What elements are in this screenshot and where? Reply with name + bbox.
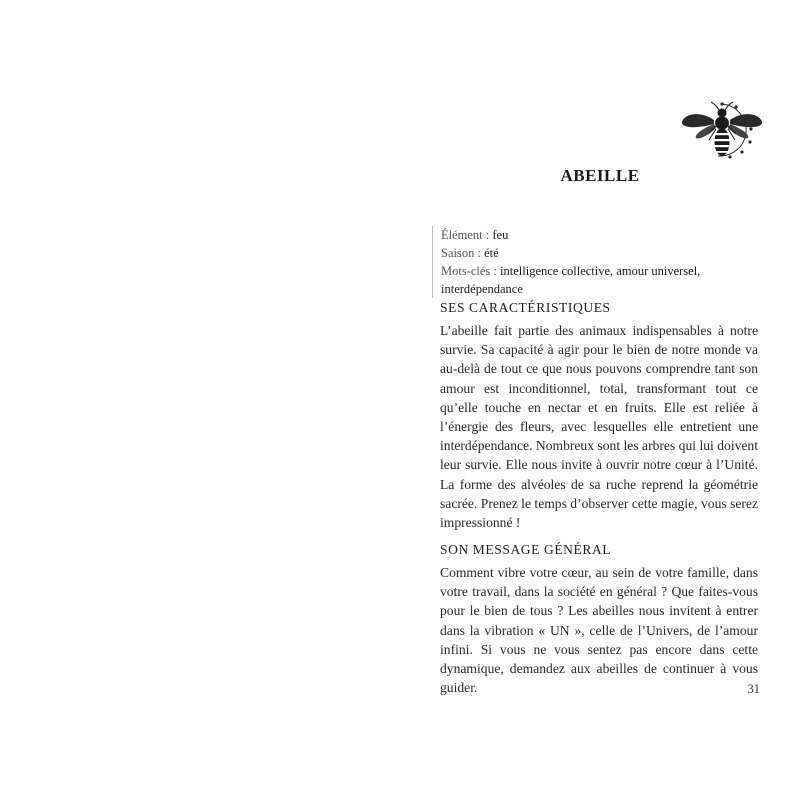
section-text-message: Comment vibre votre cœur, au sein de votre famille, dans votre travail, dans la société en général ? Que faites-vous pour le bien de tous ? Les abeilles nous invitent à entrer dans la vibration « UN », celle de l’Univers, de l’amour infini. Si vous ne vous sentez pas encore dans cette dynamique, demandez aux abeilles de continuer à vous guider. (440, 565, 758, 696)
section-heading-message: SON MESSAGE GÉNÉRAL (440, 542, 612, 557)
meta-keywords (441, 262, 776, 298)
meta-key: Mots-clés : (441, 264, 501, 278)
meta-value: feu (492, 228, 509, 242)
meta-value: intelligence collective, amour universel, interdépendance (441, 264, 701, 296)
meta-season (441, 244, 776, 262)
meta-element (441, 226, 776, 244)
page-number: 31 (747, 682, 760, 696)
meta-key: Saison : (441, 246, 485, 260)
metadata-block (432, 226, 776, 298)
bee-icon (678, 96, 766, 168)
meta-key: Élément : (441, 228, 493, 242)
section-text-characteristics: L’abeille fait partie des animaux indispensables à notre survie. Sa capacité à agir pour le bien de notre monde va au-delà de tout ce que nous pouvons comprendre tant son amour est inconditionnel, total, transformant tout ce qu’elle touche en nectar et en fruits. Elle est reliée à l’énergie des fleurs, avec lesquelles elle entretient une interdépendance. Nombreux sont les arbres qui lui doivent leur survie. Elle nous invite à ouvrir notre cœur à l’Unité. La forme des alvéoles de sa ruche reprend la géométrie sacrée. Prenez le temps d’observer cette magie, vous serez impressionné ! (440, 323, 758, 531)
section-heading-characteristics: SES CARACTÉRISTIQUES (440, 300, 611, 315)
page-title: ABEILLE (560, 166, 640, 185)
meta-value: été (484, 246, 499, 260)
